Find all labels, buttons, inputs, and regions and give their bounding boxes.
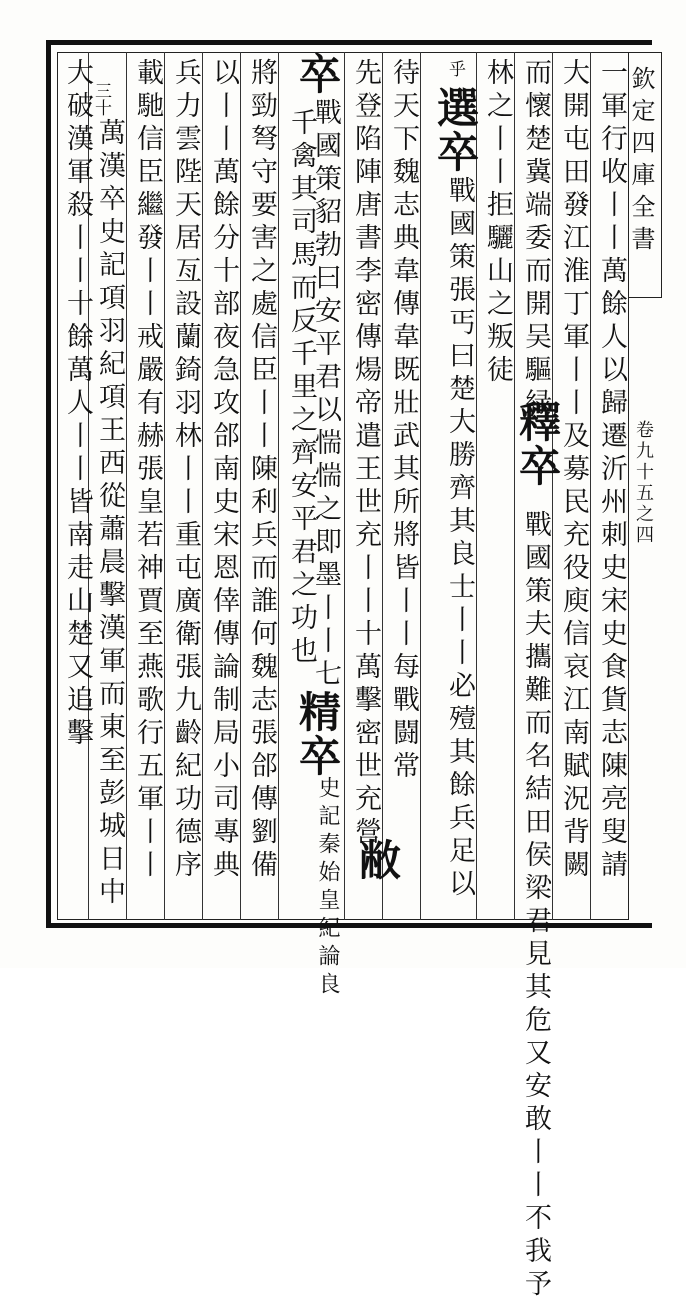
text-column: 萬漢卒史記項羽紀項王西從蕭晨擊漢軍而東至彭城日中 — [94, 118, 125, 910]
text-column: 兵力雲陛天居亙設蘭錡羽林丨丨重屯廣衛張九齡紀功德序 — [170, 58, 201, 883]
margin-mark: 三十 — [91, 82, 111, 116]
text-column: 一軍行收丨丨萬餘人以歸遷沂州刺史宋史食貨志陳亮叟請 — [596, 58, 627, 883]
text-column: 戰國策貂勃曰安平君以惴惴之即墨丨丨七 — [310, 98, 341, 692]
text-column: 以丨丨萬餘分十部夜急攻郃南史宋恩倖傳論制局小司專典 — [208, 58, 239, 883]
text-column: 先登陷陣唐書李密傳煬帝遣王世充丨丨十萬擊密世充營 — [350, 58, 381, 850]
text-column: 將勁弩守要害之處信臣丨丨陳利兵而誰何魏志張郃傳劉備 — [246, 58, 277, 883]
section-heading: 選卒 — [431, 86, 480, 174]
section-heading: 卒 — [293, 52, 342, 96]
section-heading: 釋卒 — [513, 400, 562, 488]
text-column: 戰國策夫攜難而名結田侯梁君見其危又安敢丨丨不我予 — [520, 510, 551, 1302]
section-heading: 精卒 — [293, 690, 342, 778]
text-column: 大破漢軍殺丨丨十餘萬人丨丨皆南走山楚又追擊 — [62, 58, 93, 751]
text-column: 史記秦始皇紀論良 — [315, 776, 340, 1000]
text-column: 待天下魏志典韋傳韋既壯武其所將皆丨丨每戰闘常 — [388, 58, 419, 784]
text-column: 大開屯田發江淮丁軍丨丨及募民充役庾信哀江南賦況背闕 — [558, 58, 589, 883]
text-column: 千禽其司馬而反千里之齊安平君之功也 — [286, 108, 317, 669]
text-column: 而懷楚冀端委而開吴驅緑 — [520, 58, 551, 421]
volume-number: 卷九十五之四 — [633, 420, 654, 546]
text-column: 載馳信臣繼發丨丨戒嚴有赫張皇若神賈至燕歌行五軍丨丨 — [132, 58, 163, 883]
section-heading: 敝 — [353, 838, 402, 882]
text-column: 林之丨丨拒驪山之叛徒 — [482, 58, 513, 388]
margin-mark: 乎 — [445, 60, 465, 77]
book-title: 欽定四庫全書 — [627, 66, 655, 258]
text-column: 戰國策張丐曰楚大勝齊其良士丨丨必殪其餘兵足以 — [444, 176, 475, 902]
